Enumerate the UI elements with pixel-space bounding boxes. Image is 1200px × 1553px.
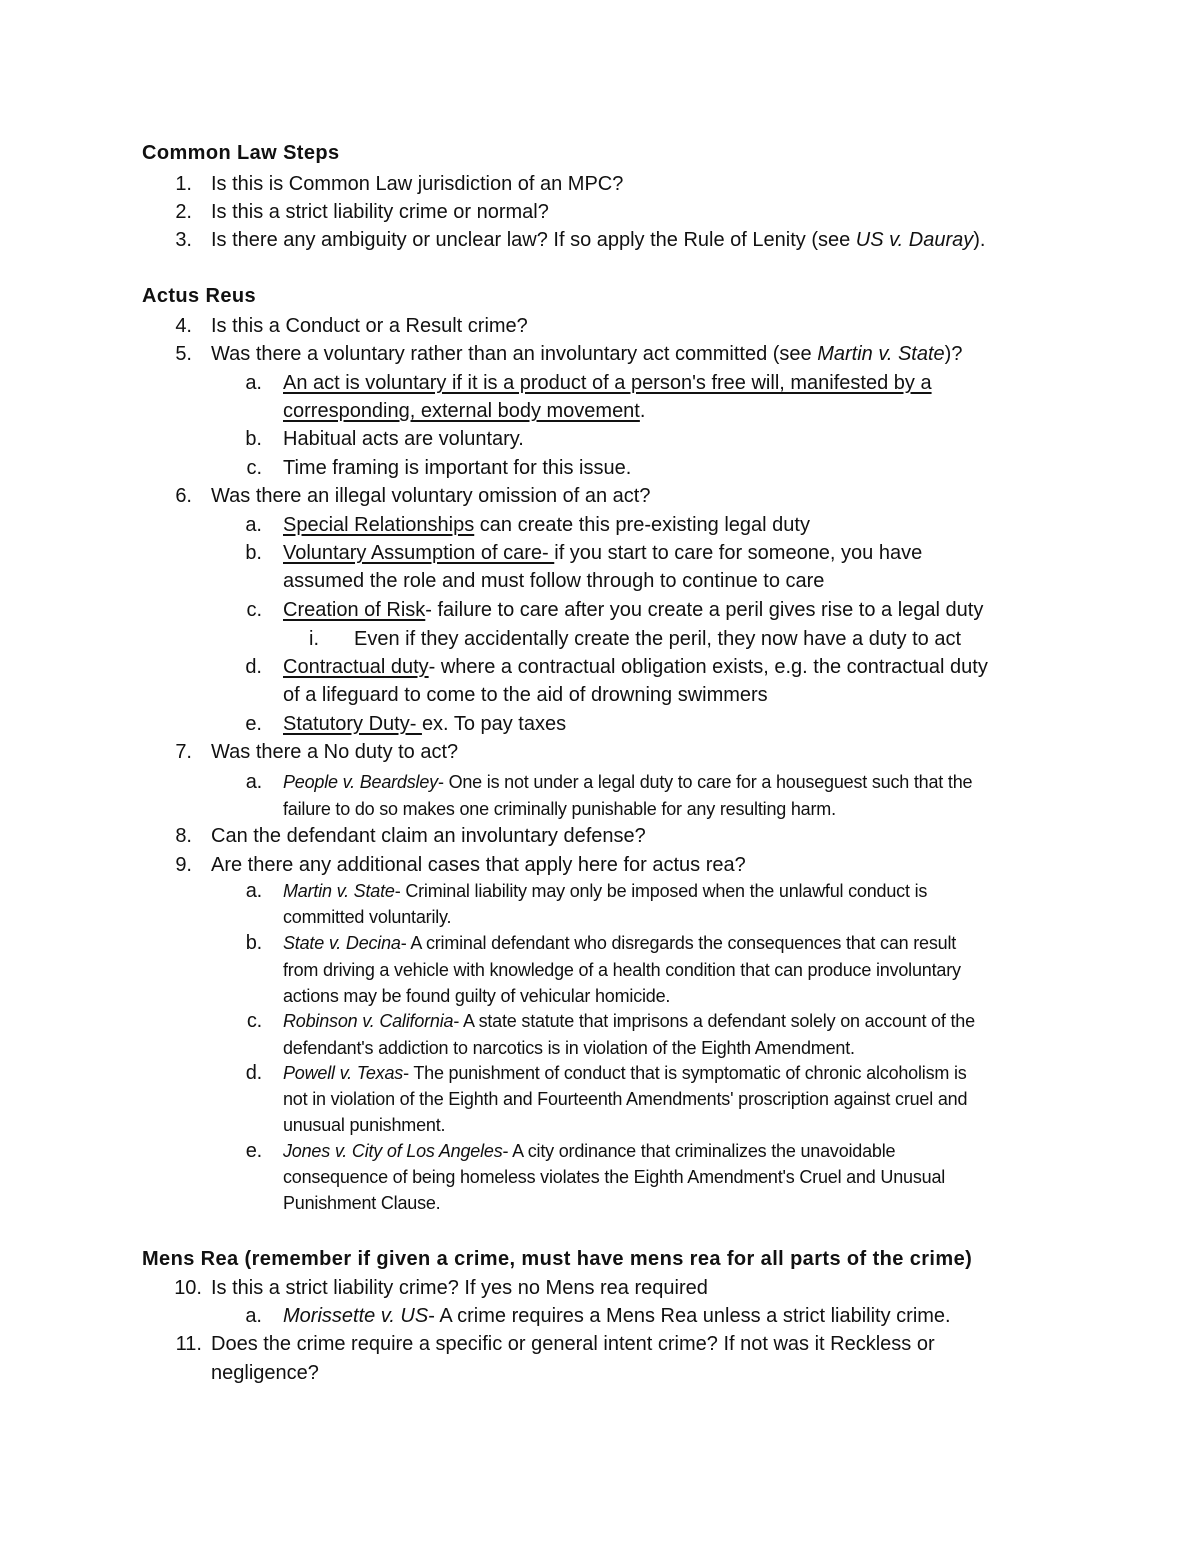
list-item: Can the defendant claim an involuntary defense?	[211, 825, 646, 847]
list-item: Is there any ambiguity or unclear law? If so apply the Rule of Lenity (see US v. Dauray).	[211, 229, 986, 251]
list-item: Is this a strict liability crime? If yes no Mens rea required	[211, 1277, 708, 1299]
case-summary: Jones v. City of Los Angeles- A city ordinance that criminalizes the unavoidable	[283, 1141, 896, 1161]
list-item: Even if they accidentally create the peril, they now have a duty to act	[354, 628, 962, 650]
list-marker: 4.	[175, 315, 192, 337]
list-marker: b.	[245, 932, 262, 954]
case-summary-continuation: defendant's addiction to narcotics is in violation of the Eighth Amendment.	[283, 1038, 855, 1058]
case-summary: State v. Decina- A criminal defendant who disregards the consequences that can result	[283, 933, 957, 953]
case-name: Powell v. Texas	[283, 1063, 404, 1083]
case-name: Martin v. State	[817, 343, 945, 365]
case-summary-continuation: unusual punishment.	[283, 1115, 446, 1135]
list-marker: a.	[245, 372, 262, 394]
list-item: Is this is Common Law jurisdiction of an MPC?	[211, 173, 624, 195]
term: Special Relationships	[283, 514, 475, 536]
case-summary: Powell v. Texas- The punishment of conduct that is symptomatic of chronic alcoholism is	[283, 1063, 967, 1083]
list-marker: 8.	[175, 825, 192, 847]
list-marker: d.	[245, 1062, 262, 1084]
case-summary-continuation: from driving a vehicle with knowledge of a health condition that can produce involuntary	[283, 960, 961, 980]
case-summary-continuation: not in violation of the Eighth and Fourteenth Amendments' proscription against cruel and	[283, 1089, 968, 1109]
term: Statutory Duty-	[283, 713, 422, 735]
list-marker: c.	[246, 1010, 262, 1032]
section-title-mens-rea: Mens Rea (remember if given a crime, must have mens rea for all parts of the crime)	[142, 1248, 973, 1270]
list-item: Was there a voluntary rather than an involuntary act committed (see Martin v. State)?	[211, 343, 963, 365]
list-item: Is this a strict liability crime or normal?	[211, 201, 549, 223]
list-marker: a.	[245, 1305, 262, 1327]
definition-text: corresponding, external body movement.	[283, 400, 646, 422]
case-name: Robinson v. California	[283, 1011, 454, 1031]
list-marker: d.	[245, 656, 262, 678]
list-marker: 2.	[175, 201, 192, 223]
case-summary-continuation: failure to do so makes one criminally punishable for any resulting harm.	[283, 799, 836, 819]
case-name: Martin v. State	[283, 881, 395, 901]
list-marker: 9.	[175, 854, 192, 876]
list-item: Statutory Duty- ex. To pay taxes	[283, 713, 567, 735]
list-marker: c.	[246, 599, 262, 621]
list-marker: b.	[245, 428, 262, 450]
list-item: Contractual duty- where a contractual obligation exists, e.g. the contractual duty	[283, 656, 988, 678]
list-item: Voluntary Assumption of care- if you start to care for someone, you have	[283, 542, 923, 564]
list-item: Time framing is important for this issue.	[283, 457, 632, 479]
list-marker: 6.	[175, 485, 192, 507]
case-summary: People v. Beardsley- One is not under a legal duty to care for a houseguest such that the	[283, 772, 973, 792]
case-summary: Martin v. State- Criminal liability may only be imposed when the unlawful conduct is	[283, 881, 928, 901]
list-marker: 5.	[175, 343, 192, 365]
term: Contractual duty	[283, 656, 429, 678]
list-marker: a.	[245, 771, 262, 793]
list-marker: 7.	[175, 741, 192, 763]
list-marker: a.	[245, 880, 262, 902]
list-marker: b.	[245, 542, 262, 564]
list-item-continuation: of a lifeguard to come to the aid of drowning swimmers	[283, 684, 768, 706]
list-marker: c.	[246, 457, 262, 479]
term: Voluntary Assumption of care-	[283, 542, 555, 564]
case-name: Jones v. City of Los Angeles	[283, 1141, 503, 1161]
case-summary-continuation: committed voluntarily.	[283, 907, 452, 927]
case-summary: Robinson v. California- A state statute that imprisons a defendant solely on account of the	[283, 1011, 975, 1031]
list-marker: a.	[245, 514, 262, 536]
list-item: Is this a Conduct or a Result crime?	[211, 315, 528, 337]
list-item: Does the crime require a specific or general intent crime? If not was it Reckless or	[211, 1333, 935, 1355]
case-summary: Morissette v. US- A crime requires a Mens Rea unless a strict liability crime.	[283, 1305, 951, 1327]
section-title-actus-reus: Actus Reus	[142, 285, 257, 307]
list-marker: e.	[245, 1140, 262, 1162]
list-marker: e.	[245, 713, 262, 735]
case-name: State v. Decina	[283, 933, 401, 953]
list-marker: 10.	[174, 1277, 202, 1299]
list-marker: i.	[309, 628, 319, 650]
list-item-continuation: assumed the role and must follow through to continue to care	[283, 570, 825, 592]
list-item: Habitual acts are voluntary.	[283, 428, 524, 450]
list-marker: 11.	[175, 1333, 202, 1355]
list-item-continuation: negligence?	[211, 1362, 319, 1384]
list-item: Was there an illegal voluntary omission of an act?	[211, 485, 651, 507]
term: Creation of Risk	[283, 599, 426, 621]
case-summary-continuation: actions may be found guilty of vehicular homicide.	[283, 986, 671, 1006]
case-name: People v. Beardsley	[283, 772, 438, 792]
case-summary-continuation: consequence of being homeless violates the Eighth Amendment's Cruel and Unusual	[283, 1167, 946, 1187]
case-name: US v. Dauray	[855, 229, 974, 251]
case-name: Morissette v. US	[283, 1305, 429, 1327]
list-item: Special Relationships can create this pre-existing legal duty	[283, 514, 810, 536]
list-item: Was there a No duty to act?	[211, 741, 459, 763]
definition-text: An act is voluntary if it is a product of a person's free will, manifested by a	[283, 372, 932, 394]
list-marker: 3.	[175, 229, 192, 251]
case-summary-continuation: Punishment Clause.	[283, 1193, 441, 1213]
section-title-common-law: Common Law Steps	[142, 142, 340, 164]
list-item: Creation of Risk- failure to care after you create a peril gives rise to a legal duty	[283, 599, 984, 621]
list-marker: 1.	[175, 173, 192, 195]
list-item: Are there any additional cases that apply here for actus rea?	[211, 854, 746, 876]
